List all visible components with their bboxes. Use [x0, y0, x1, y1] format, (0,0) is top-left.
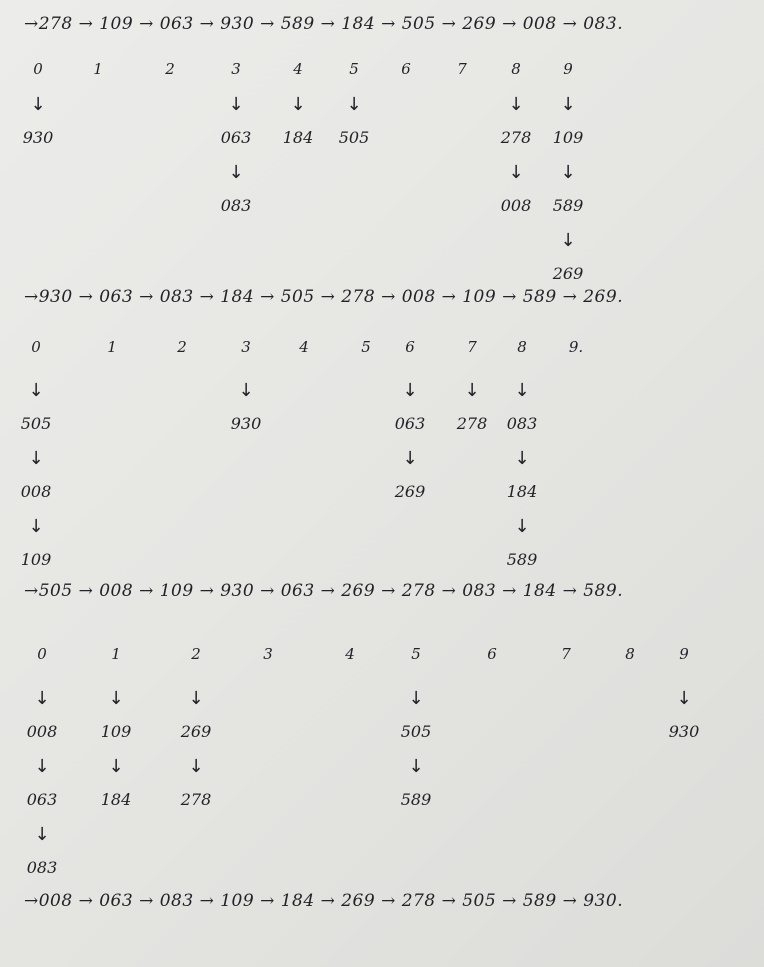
bucket-value: 063	[220, 128, 252, 147]
bucket-value: 589	[506, 550, 538, 569]
down-arrow-icon: ↓	[402, 380, 418, 401]
down-arrow-icon: ↓	[238, 380, 254, 401]
bucket-value: 083	[220, 196, 252, 215]
down-arrow-icon: ↓	[514, 380, 530, 401]
bucket-value: 505	[400, 722, 432, 741]
bucket-label-3-5: 5	[411, 645, 421, 663]
bucket-value: 063	[394, 414, 426, 433]
sequence-line-1: →278 → 109 → 063 → 930 → 589 → 184 → 505 → 269 → 008 → 083.	[24, 14, 624, 34]
down-arrow-icon: ↓	[228, 162, 244, 183]
bucket-label-2-3: 3	[241, 338, 251, 356]
sequence-line-2: →930 → 063 → 083 → 184 → 505 → 278 → 008 → 109 → 589 → 269.	[24, 287, 624, 307]
bucket-label-1-4: 4	[293, 60, 303, 78]
bucket-label-3-7: 7	[561, 645, 571, 663]
bucket-label-2-2: 2	[177, 338, 187, 356]
down-arrow-icon: ↓	[108, 688, 124, 709]
bucket-label-2-4: 4	[299, 338, 309, 356]
bucket-value: 008	[26, 722, 58, 741]
down-arrow-icon: ↓	[560, 230, 576, 251]
down-arrow-icon: ↓	[402, 448, 418, 469]
down-arrow-icon: ↓	[514, 516, 530, 537]
bucket-label-2-1: 1	[107, 338, 117, 356]
bucket-label-3-2: 2	[191, 645, 201, 663]
bucket-label-1-2: 2	[165, 60, 175, 78]
down-arrow-icon: ↓	[34, 824, 50, 845]
bucket-value: 063	[26, 790, 58, 809]
bucket-label-2-9: 9.	[568, 338, 584, 356]
bucket-value: 278	[180, 790, 212, 809]
bucket-label-3-1: 1	[111, 645, 121, 663]
bucket-label-1-0: 0	[33, 60, 43, 78]
down-arrow-icon: ↓	[30, 94, 46, 115]
down-arrow-icon: ↓	[346, 94, 362, 115]
bucket-value: 930	[668, 722, 700, 741]
down-arrow-icon: ↓	[28, 448, 44, 469]
bucket-value: 589	[400, 790, 432, 809]
down-arrow-icon: ↓	[28, 516, 44, 537]
bucket-label-2-5: 5	[361, 338, 371, 356]
bucket-label-1-3: 3	[231, 60, 241, 78]
bucket-label-2-8: 8	[517, 338, 527, 356]
bucket-label-2-7: 7	[467, 338, 477, 356]
bucket-value: 269	[394, 482, 426, 501]
bucket-label-3-6: 6	[487, 645, 497, 663]
down-arrow-icon: ↓	[508, 94, 524, 115]
bucket-value: 083	[26, 858, 58, 877]
bucket-value: 184	[506, 482, 538, 501]
bucket-value: 083	[506, 414, 538, 433]
down-arrow-icon: ↓	[560, 162, 576, 183]
bucket-label-1-6: 6	[401, 60, 411, 78]
bucket-label-3-3: 3	[263, 645, 273, 663]
bucket-value: 008	[20, 482, 52, 501]
bucket-label-3-0: 0	[37, 645, 47, 663]
down-arrow-icon: ↓	[188, 756, 204, 777]
bucket-label-3-9: 9	[679, 645, 689, 663]
down-arrow-icon: ↓	[34, 688, 50, 709]
bucket-value: 930	[230, 414, 262, 433]
bucket-value: 184	[282, 128, 314, 147]
bucket-value: 008	[500, 196, 532, 215]
bucket-value: 109	[20, 550, 52, 569]
bucket-value: 505	[338, 128, 370, 147]
down-arrow-icon: ↓	[108, 756, 124, 777]
down-arrow-icon: ↓	[560, 94, 576, 115]
sequence-line-4: →008 → 063 → 083 → 109 → 184 → 269 → 278 → 505 → 589 → 930.	[24, 891, 624, 911]
bucket-value: 278	[456, 414, 488, 433]
bucket-value: 109	[100, 722, 132, 741]
down-arrow-icon: ↓	[408, 688, 424, 709]
down-arrow-icon: ↓	[34, 756, 50, 777]
down-arrow-icon: ↓	[508, 162, 524, 183]
bucket-label-3-8: 8	[625, 645, 635, 663]
bucket-value: 589	[552, 196, 584, 215]
bucket-value: 109	[552, 128, 584, 147]
bucket-value: 269	[552, 264, 584, 283]
bucket-value: 278	[500, 128, 532, 147]
bucket-value: 184	[100, 790, 132, 809]
down-arrow-icon: ↓	[28, 380, 44, 401]
bucket-label-1-5: 5	[349, 60, 359, 78]
down-arrow-icon: ↓	[290, 94, 306, 115]
bucket-label-1-7: 7	[457, 60, 467, 78]
bucket-label-3-4: 4	[345, 645, 355, 663]
down-arrow-icon: ↓	[464, 380, 480, 401]
bucket-label-2-0: 0	[31, 338, 41, 356]
bucket-label-1-1: 1	[93, 60, 103, 78]
bucket-value: 269	[180, 722, 212, 741]
down-arrow-icon: ↓	[228, 94, 244, 115]
bucket-label-1-9: 9	[563, 60, 573, 78]
bucket-value: 930	[22, 128, 54, 147]
bucket-value: 505	[20, 414, 52, 433]
down-arrow-icon: ↓	[514, 448, 530, 469]
down-arrow-icon: ↓	[188, 688, 204, 709]
bucket-label-2-6: 6	[405, 338, 415, 356]
bucket-label-1-8: 8	[511, 60, 521, 78]
down-arrow-icon: ↓	[676, 688, 692, 709]
sequence-line-3: →505 → 008 → 109 → 930 → 063 → 269 → 278 → 083 → 184 → 589.	[24, 581, 624, 601]
down-arrow-icon: ↓	[408, 756, 424, 777]
